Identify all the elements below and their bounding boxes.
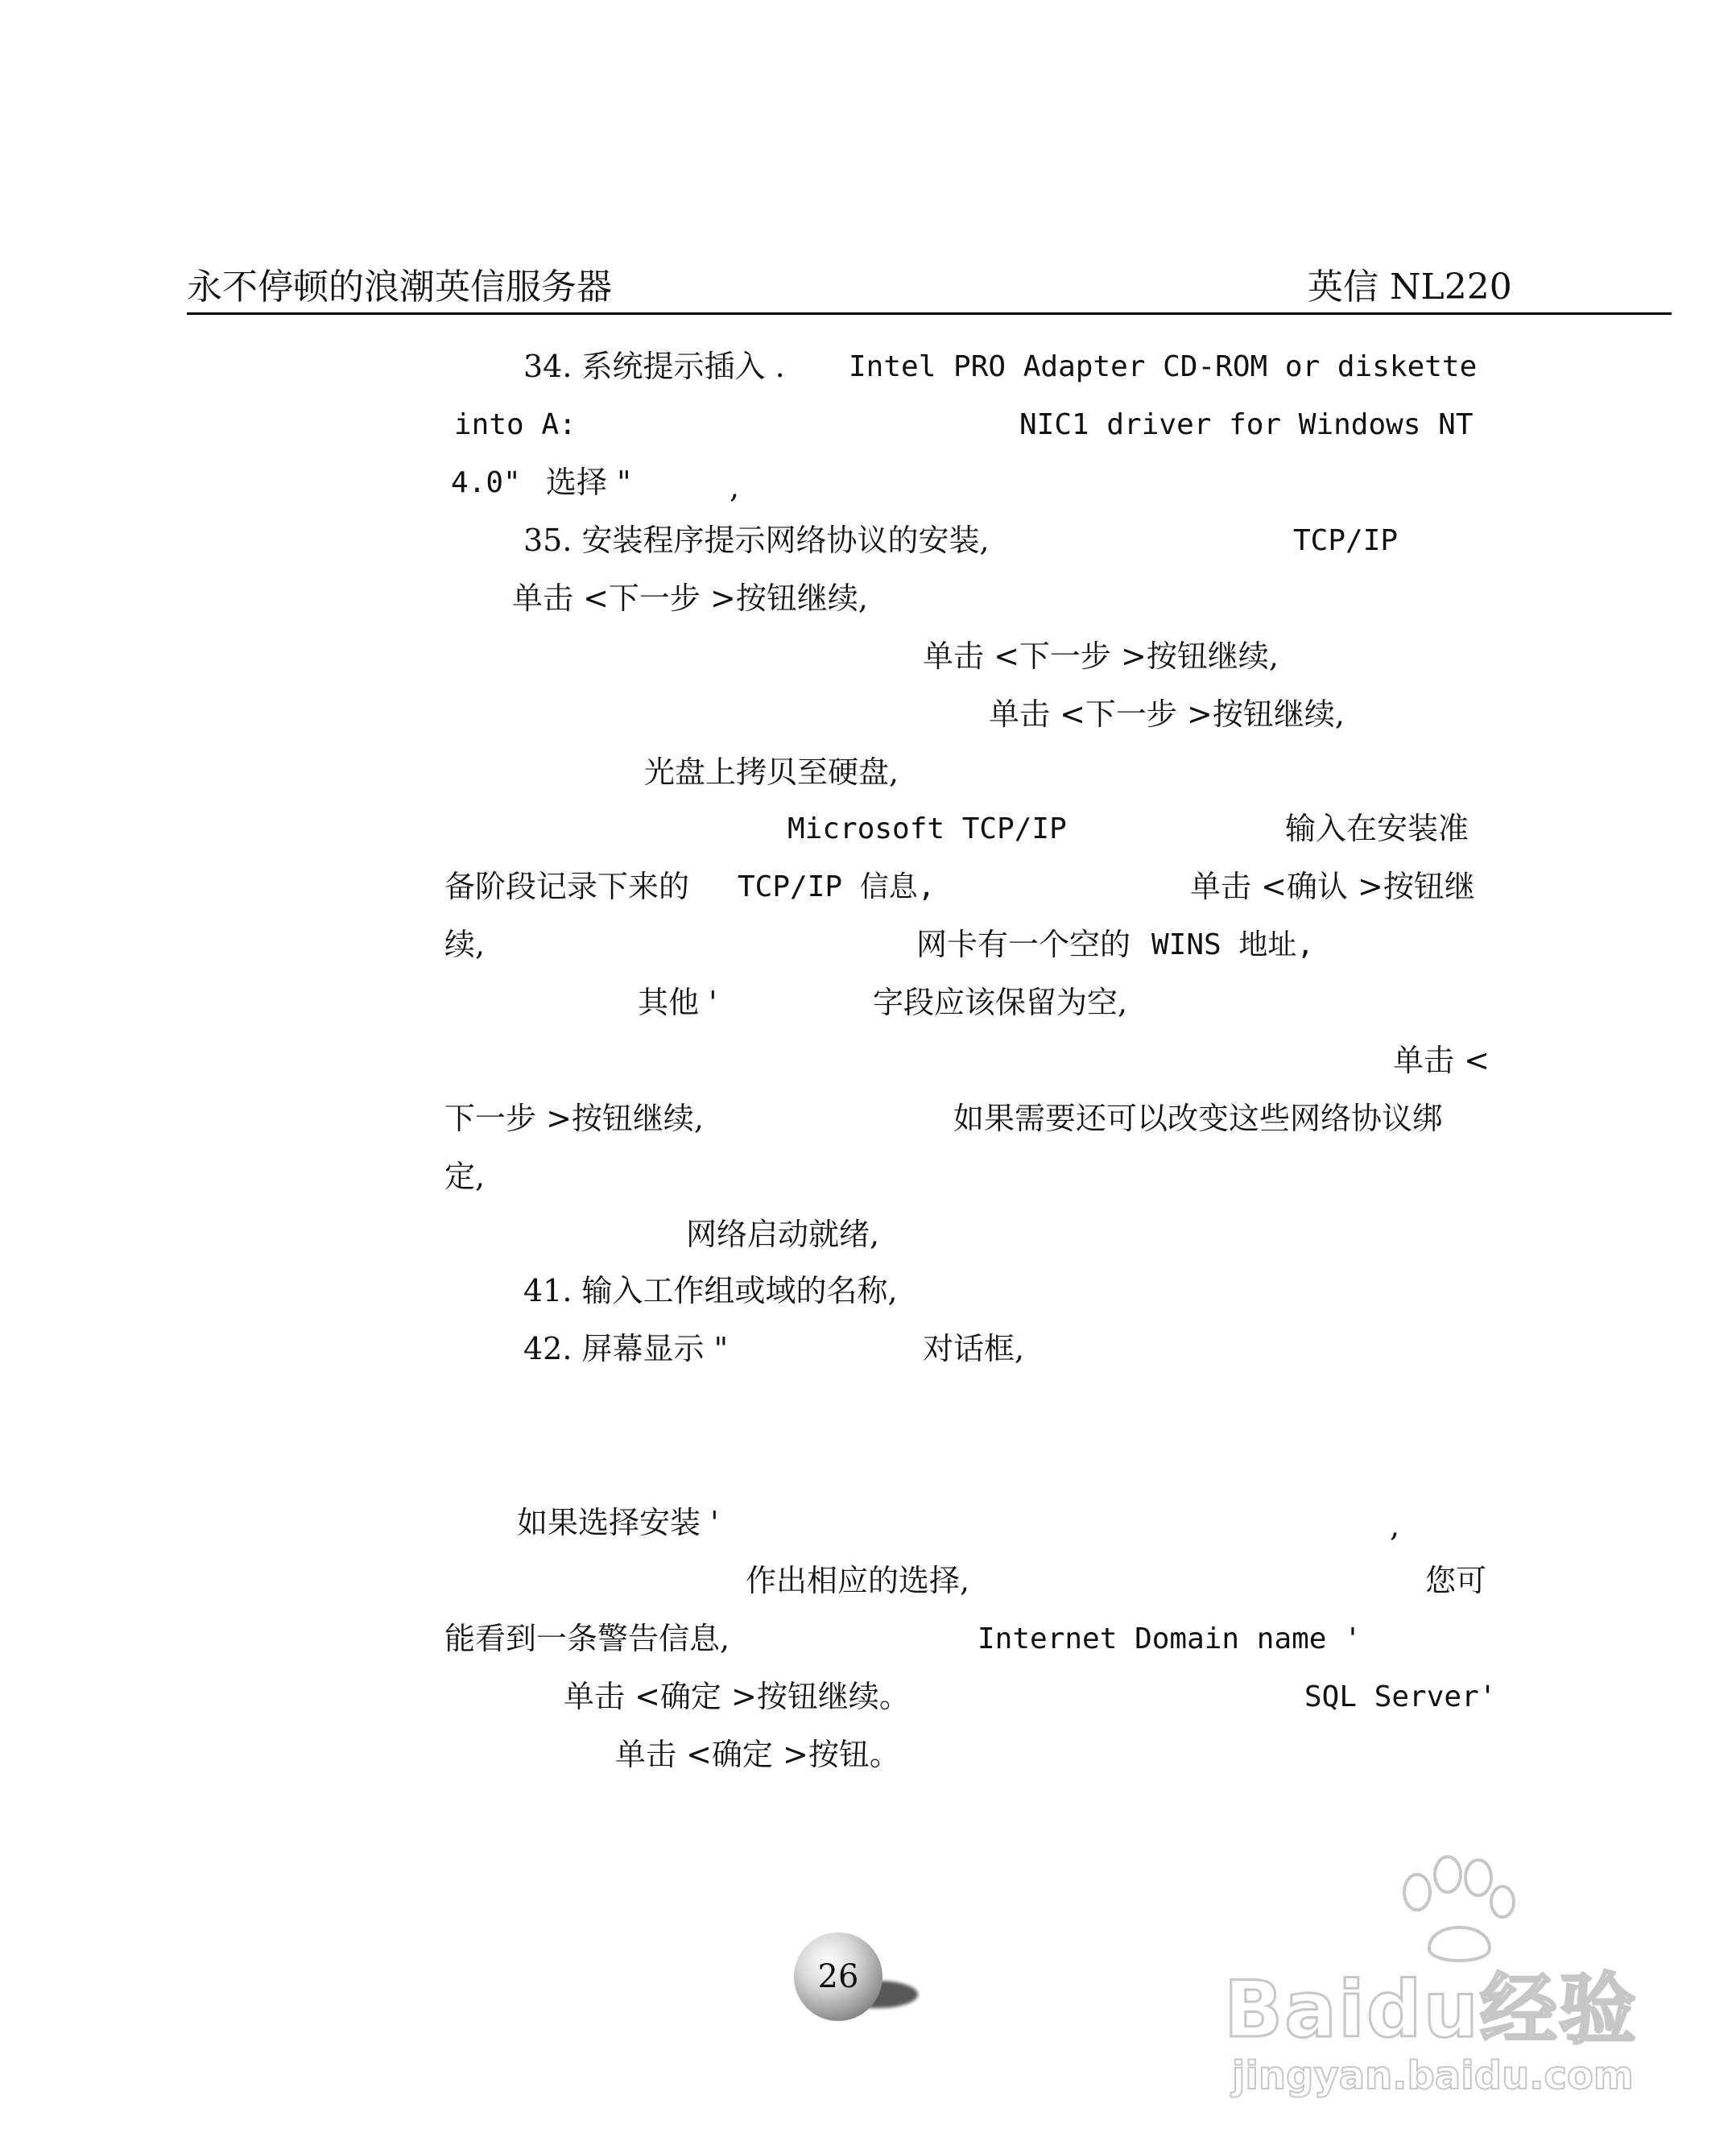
text-line: 网卡有一个空的 [916, 927, 1131, 962]
text-line: 单击 <下一步 >按钮继续, [923, 639, 1279, 674]
text-line: WINS 地址, [1151, 928, 1315, 961]
text-line: Intel PRO Adapter CD-ROM or diskette [849, 350, 1478, 383]
header-left-title: 永不停顿的浪潮英信服务器 [187, 267, 612, 308]
text-line: 其他 ' [638, 985, 717, 1020]
text-line: , [730, 469, 740, 505]
watermark-url: jingyan.baidu.com [1232, 2053, 1634, 2098]
text-line: 单击 <确定 >按钮。 [615, 1737, 900, 1772]
text-line: TCP/IP [1293, 524, 1399, 557]
text-line: 光盘上拷贝至硬盘, [644, 754, 899, 790]
text-line: 备阶段记录下来的 [444, 869, 690, 904]
baidu-watermark [1224, 1852, 1643, 2110]
text-line: into A: [454, 408, 577, 441]
text-line: 单击 <下一步 >按钮继续, [512, 581, 868, 616]
text-line: 42. 屏幕显示 " [523, 1331, 729, 1366]
text-line: 4.0" [451, 466, 521, 499]
text-line: 输入在安装准 [1285, 811, 1469, 846]
text-line: 您可 [1425, 1563, 1487, 1598]
watermark-logo: Baidu经验 [1224, 1965, 1638, 2055]
text-line: 网络启动就绪, [686, 1217, 880, 1252]
text-line: 34. 系统提示插入 . [523, 349, 785, 384]
text-line: 单击 <确定 >按钮继续。 [564, 1679, 910, 1714]
text-line: 作出相应的选择, [746, 1563, 970, 1598]
text-line: 字段应该保留为空, [873, 985, 1128, 1020]
text-line: 对话框, [923, 1331, 1025, 1366]
text-line: 下一步 >按钮继续, [444, 1101, 704, 1136]
text-line: 选择 " [546, 465, 631, 500]
text-line: NIC1 driver for Windows NT [1019, 408, 1474, 441]
text-line: Internet Domain name ' [978, 1622, 1362, 1655]
text-line: 单击 <确认 >按钮继 [1190, 869, 1475, 904]
text-line: 续, [444, 927, 486, 962]
text-line: 单击 < [1393, 1043, 1490, 1078]
text-line: 35. 安装程序提示网络协议的安装, [523, 523, 990, 558]
text-line: 如果需要还可以改变这些网络协议绑 [953, 1101, 1444, 1136]
page-number: 26 [794, 1932, 882, 2021]
text-line: 单击 <下一步 >按钮继续, [989, 696, 1345, 732]
text-line: 如果选择安装 ' [517, 1505, 719, 1540]
text-line: 41. 输入工作组或域的名称, [523, 1273, 898, 1308]
text-line: SQL Server' [1304, 1680, 1497, 1713]
text-line: 能看到一条警告信息, [444, 1621, 730, 1656]
header-rule [187, 312, 1672, 315]
text-line: TCP/IP 信息, [738, 870, 936, 903]
text-line: Microsoft TCP/IP [787, 812, 1067, 845]
header-right-title: 英信 NL220 [1308, 267, 1512, 308]
text-line: 定, [444, 1159, 486, 1194]
text-line: , [1390, 1508, 1400, 1544]
